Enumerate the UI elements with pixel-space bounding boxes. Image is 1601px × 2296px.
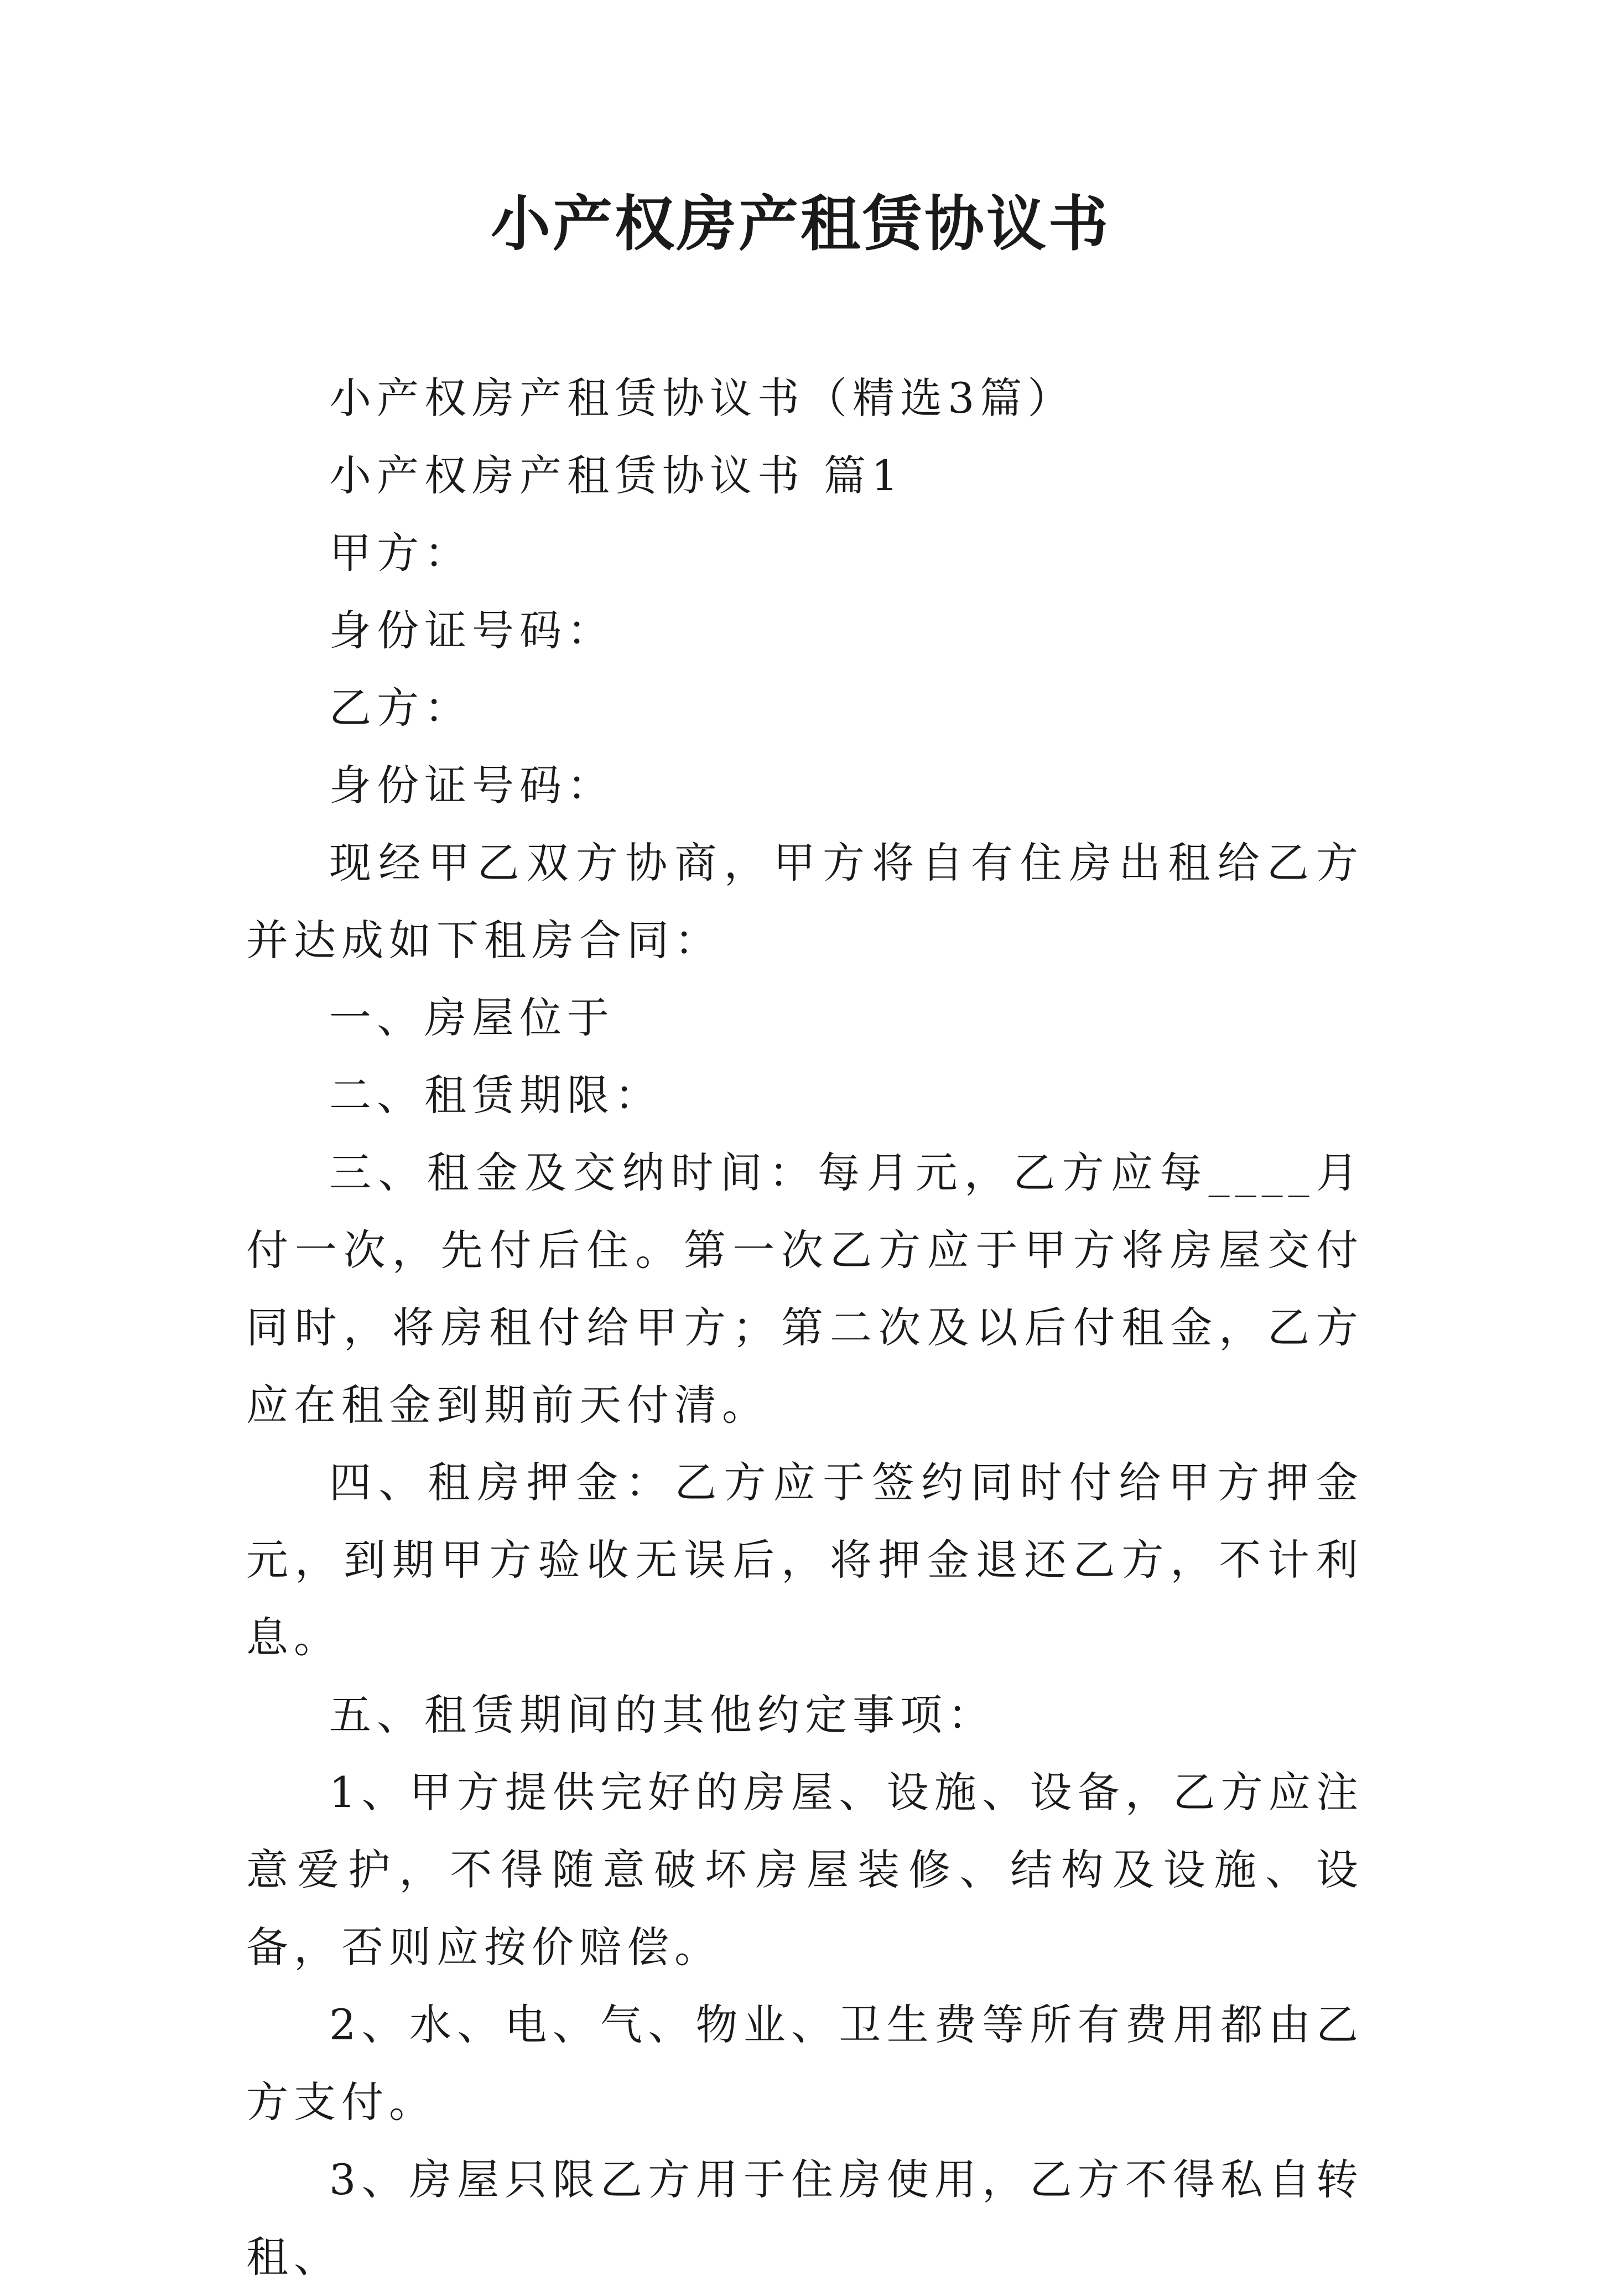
paragraph-item-1: 1、甲方提供完好的房屋、设施、设备，乙方应注意爱护，不得随意破坏房屋装修、结构及设施、设备，否则应按价赔偿。 (246, 1768, 1364, 1972)
paragraph-item-3: 3、房屋只限乙方用于住房使用，乙方不得私自转租、 (246, 2155, 1364, 2282)
paragraph-clause-5: 五、租赁期间的其他约定事项： (329, 1690, 995, 1739)
paragraph-party-a-id: 身份证号码： (329, 606, 615, 655)
paragraph-clause-2: 二、租赁期限： (329, 1071, 662, 1120)
paragraph-item-2: 2、水、电、气、物业、卫生费等所有费用都由乙方支付。 (246, 2000, 1364, 2127)
paragraph-party-b-id: 身份证号码： (329, 761, 615, 810)
paragraph-party-a: 甲方： (329, 528, 472, 578)
document-title: 小产权房产租赁协议书 (490, 189, 1110, 259)
paragraph-clause-1: 一、房屋位于 (329, 993, 615, 1042)
paragraph-subtitle: 小产权房产租赁协议书（精选3篇） (329, 373, 1075, 423)
paragraph-party-b: 乙方： (329, 683, 472, 733)
paragraph-clause-4: 四、租房押金：乙方应于签约同时付给甲方押金元，到期甲方验收无误后，将押金退还乙方，不计利息。 (246, 1458, 1364, 1662)
paragraph-clause-3: 三、租金及交纳时间：每月元，乙方应每____月付一次，先付后住。第一次乙方应于甲方将房屋交付同时，将房租付给甲方；第二次及以后付租金，乙方应在租金到期前天付清。 (246, 1148, 1364, 1430)
paragraph-section-heading: 小产权房产租赁协议书 篇1 (329, 451, 904, 500)
document-body (246, 360, 1364, 2296)
paragraph-intro: 现经甲乙双方协商，甲方将自有住房出租给乙方并达成如下租房合同： (246, 838, 1364, 965)
